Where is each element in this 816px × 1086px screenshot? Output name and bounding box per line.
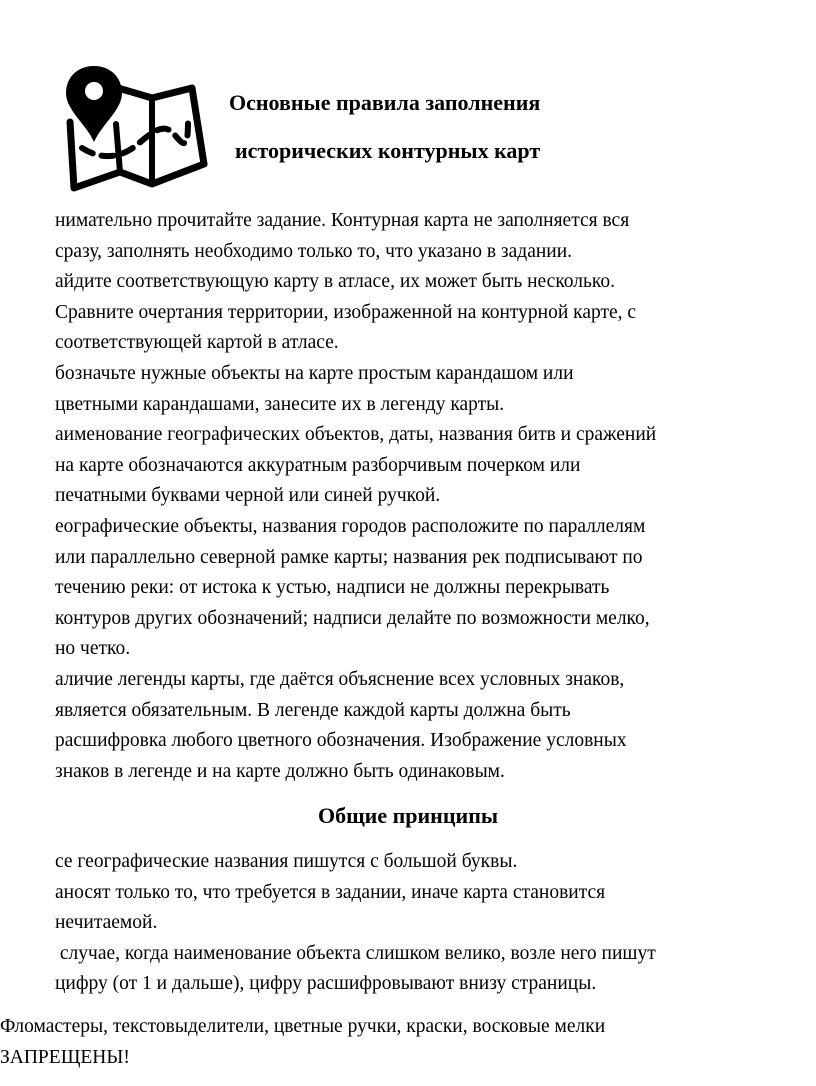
principles-line: цифру (от 1 и дальше), цифру расшифровывают внизу страницы.: [55, 973, 597, 995]
rules-line: аличие легенды карты, где даётся объяснение всех условных знаков,: [55, 668, 625, 690]
map-pin-icon: [64, 64, 210, 192]
principles-text: [55, 847, 816, 1000]
rules-line: еографические объекты, названия городов расположите по параллелям: [55, 515, 646, 537]
principles-line: се географические названия пишутся с большой буквы.: [55, 851, 518, 872]
rules-line: соответствующей картой в атласе.: [55, 332, 339, 354]
rules-line: расшифровка любого цветного обозначения. Изображение условных: [55, 730, 627, 752]
rules-line: является обязательным. В легенде каждой карты должна быть: [55, 699, 571, 721]
rules-text: [55, 206, 816, 787]
rules-line: цветными карандашами, занесите их в легенду карты.: [55, 393, 505, 415]
rules-line: но четко.: [55, 638, 131, 660]
rules-line: течению реки: от истока к устью, надписи не должны перекрывать: [55, 577, 610, 599]
rules-line: айдите соответствующую карту в атласе, их может быть несколько.: [55, 271, 616, 293]
principles-line: нечитаемой.: [55, 912, 158, 934]
rules-line: сразу, заполнять необходимо только то, что указано в задании.: [55, 240, 573, 262]
section-heading: Общие принципы: [317, 803, 499, 828]
rules-line: или параллельно северной рамке карты; названия рек подписывают по: [55, 546, 643, 568]
rules-line: контуров других обозначений; надписи делайте по возможности мелко,: [55, 607, 650, 629]
rules-line: аименование географических объектов, даты, названия битв и сражений: [55, 424, 657, 446]
warning-line: Фломастеры, текстовыделители, цветные ручки, краски, восковые мелки: [0, 1016, 606, 1037]
rules-line: Сравните очертания территории, изображенной на контурной карте, с: [55, 301, 637, 323]
warning-text: [0, 1012, 816, 1073]
page-title-line2: исторических контурных карт: [235, 138, 541, 163]
warning-line: ЗАПРЕЩЕНЫ!: [0, 1046, 130, 1068]
page-title-line1: Основные правила заполнения: [229, 90, 541, 115]
principles-line: случае, когда наименование объекта слишком велико, возле него пишут: [55, 942, 656, 964]
rules-line: печатными буквами черной или синей ручкой.: [55, 485, 441, 507]
rules-line: на карте обозначаются аккуратным разборчивым почерком или: [55, 454, 581, 476]
rules-line: знаков в легенде и на карте должно быть одинаковым.: [55, 760, 505, 782]
principles-line: аносят только то, что требуется в задании, иначе карта становится: [55, 881, 606, 903]
rules-line: бозначьте нужные объекты на карте простым карандашом или: [55, 362, 574, 384]
rules-line: нимательно прочитайте задание. Контурная карта не заполняется вся: [55, 210, 630, 231]
